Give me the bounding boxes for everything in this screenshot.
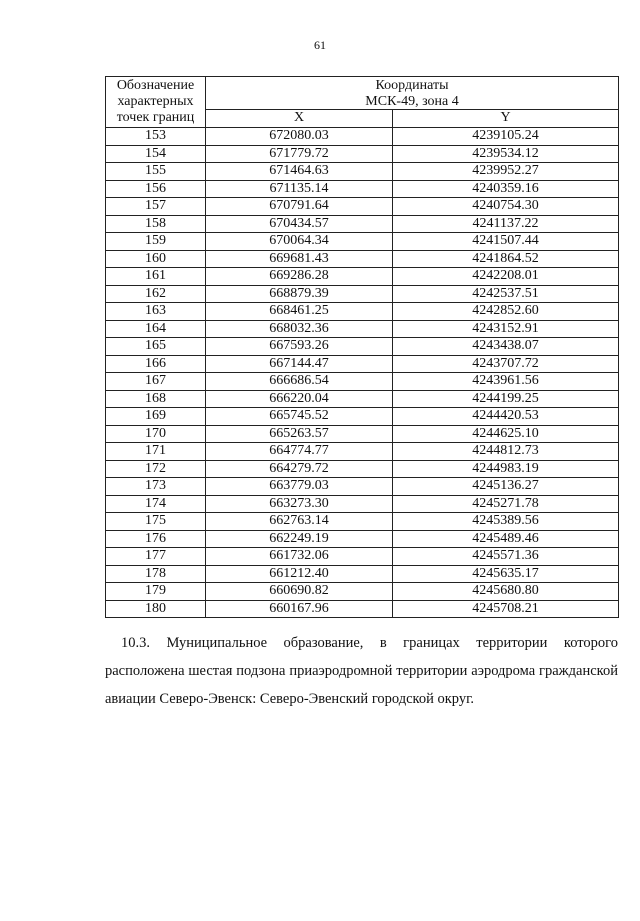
point-number-cell: 161 (106, 268, 206, 286)
point-number-cell: 177 (106, 548, 206, 566)
point-number-cell: 162 (106, 285, 206, 303)
point-number-cell: 155 (106, 163, 206, 181)
x-coordinate-cell: 668032.36 (206, 320, 393, 338)
y-coordinate-cell: 4243707.72 (393, 355, 619, 373)
point-number-cell: 179 (106, 583, 206, 601)
point-number-cell: 174 (106, 495, 206, 513)
point-number-cell: 166 (106, 355, 206, 373)
point-number-cell: 157 (106, 198, 206, 216)
y-coordinate-cell: 4244420.53 (393, 408, 619, 426)
point-number-cell: 153 (106, 128, 206, 146)
x-coordinate-cell: 663273.30 (206, 495, 393, 513)
table-row (106, 425, 619, 443)
point-number-cell: 172 (106, 460, 206, 478)
x-coordinate-cell: 664774.77 (206, 443, 393, 461)
x-coordinate-cell: 671464.63 (206, 163, 393, 181)
y-coordinate-cell: 4244625.10 (393, 425, 619, 443)
x-coordinate-cell: 669681.43 (206, 250, 393, 268)
x-coordinate-cell: 666220.04 (206, 390, 393, 408)
coordinates-table (105, 76, 619, 618)
table-row (106, 478, 619, 496)
x-coordinate-cell: 666686.54 (206, 373, 393, 391)
table-row (106, 128, 619, 146)
table-row (106, 180, 619, 198)
table-row (106, 163, 619, 181)
y-coordinate-cell: 4243152.91 (393, 320, 619, 338)
header-designation: Обозначение характерных точек границ (106, 77, 206, 128)
x-coordinate-cell: 660167.96 (206, 600, 393, 618)
y-coordinate-cell: 4245271.78 (393, 495, 619, 513)
table-row (106, 145, 619, 163)
y-coordinate-cell: 4245635.17 (393, 565, 619, 583)
x-coordinate-cell: 668879.39 (206, 285, 393, 303)
y-coordinate-cell: 4240754.30 (393, 198, 619, 216)
point-number-cell: 158 (106, 215, 206, 233)
x-coordinate-cell: 671779.72 (206, 145, 393, 163)
table-body (106, 128, 619, 618)
x-coordinate-cell: 662763.14 (206, 513, 393, 531)
table-row (106, 443, 619, 461)
y-coordinate-cell: 4239952.27 (393, 163, 619, 181)
point-number-cell: 159 (106, 233, 206, 251)
x-coordinate-cell: 670434.57 (206, 215, 393, 233)
table-row (106, 250, 619, 268)
header-y: Y (393, 110, 619, 128)
y-coordinate-cell: 4245136.27 (393, 478, 619, 496)
y-coordinate-cell: 4241864.52 (393, 250, 619, 268)
point-number-cell: 168 (106, 390, 206, 408)
table-row (106, 338, 619, 356)
table-row (106, 460, 619, 478)
point-number-cell: 175 (106, 513, 206, 531)
x-coordinate-cell: 672080.03 (206, 128, 393, 146)
point-number-cell: 164 (106, 320, 206, 338)
y-coordinate-cell: 4244812.73 (393, 443, 619, 461)
table-row (106, 373, 619, 391)
point-number-cell: 163 (106, 303, 206, 321)
y-coordinate-cell: 4244983.19 (393, 460, 619, 478)
y-coordinate-cell: 4241137.22 (393, 215, 619, 233)
point-number-cell: 173 (106, 478, 206, 496)
table-row (106, 390, 619, 408)
header-coordinates (206, 77, 619, 110)
table-row (106, 268, 619, 286)
x-coordinate-cell: 670791.64 (206, 198, 393, 216)
x-coordinate-cell: 662249.19 (206, 530, 393, 548)
y-coordinate-cell: 4239105.24 (393, 128, 619, 146)
table-row (106, 530, 619, 548)
point-number-cell: 160 (106, 250, 206, 268)
header-coordinate-system: МСК-49, зона 4 (365, 93, 459, 109)
table-row (106, 495, 619, 513)
point-number-cell: 169 (106, 408, 206, 426)
point-number-cell: 170 (106, 425, 206, 443)
x-coordinate-cell: 665745.52 (206, 408, 393, 426)
point-number-cell: 167 (106, 373, 206, 391)
y-coordinate-cell: 4244199.25 (393, 390, 619, 408)
point-number-cell: 165 (106, 338, 206, 356)
y-coordinate-cell: 4239534.12 (393, 145, 619, 163)
body-paragraph: 10.3. Муниципальное образование, в границах территории которого расположена шестая подзона приаэродромной территории аэродрома гражданской авиации Северо-Эвенск: Северо-Эвенский городской округ. (105, 635, 618, 707)
x-coordinate-cell: 663779.03 (206, 478, 393, 496)
x-coordinate-cell: 671135.14 (206, 180, 393, 198)
table-row (106, 548, 619, 566)
table-row (106, 303, 619, 321)
x-coordinate-cell: 661212.40 (206, 565, 393, 583)
point-number-cell: 180 (106, 600, 206, 618)
table-row (106, 198, 619, 216)
point-number-cell: 154 (106, 145, 206, 163)
x-coordinate-cell: 660690.82 (206, 583, 393, 601)
table-row (106, 215, 619, 233)
table-row (106, 285, 619, 303)
page-number: 61 (314, 38, 326, 52)
x-coordinate-cell: 667593.26 (206, 338, 393, 356)
table-row (106, 355, 619, 373)
x-coordinate-cell: 664279.72 (206, 460, 393, 478)
table-row (106, 320, 619, 338)
header-x: X (206, 110, 393, 128)
y-coordinate-cell: 4245708.21 (393, 600, 619, 618)
x-coordinate-cell: 661732.06 (206, 548, 393, 566)
y-coordinate-cell: 4243438.07 (393, 338, 619, 356)
table-row (106, 233, 619, 251)
x-coordinate-cell: 668461.25 (206, 303, 393, 321)
y-coordinate-cell: 4245680.80 (393, 583, 619, 601)
table-row (106, 600, 619, 618)
header-coordinates-title: Координаты (375, 78, 449, 94)
y-coordinate-cell: 4245571.36 (393, 548, 619, 566)
x-coordinate-cell: 665263.57 (206, 425, 393, 443)
point-number-cell: 171 (106, 443, 206, 461)
y-coordinate-cell: 4243961.56 (393, 373, 619, 391)
table-row (106, 583, 619, 601)
table-row (106, 408, 619, 426)
point-number-cell: 156 (106, 180, 206, 198)
y-coordinate-cell: 4242852.60 (393, 303, 619, 321)
x-coordinate-cell: 670064.34 (206, 233, 393, 251)
point-number-cell: 176 (106, 530, 206, 548)
y-coordinate-cell: 4240359.16 (393, 180, 619, 198)
y-coordinate-cell: 4245389.56 (393, 513, 619, 531)
table-row (106, 513, 619, 531)
point-number-cell: 178 (106, 565, 206, 583)
y-coordinate-cell: 4245489.46 (393, 530, 619, 548)
x-coordinate-cell: 667144.47 (206, 355, 393, 373)
y-coordinate-cell: 4242537.51 (393, 285, 619, 303)
y-coordinate-cell: 4242208.01 (393, 268, 619, 286)
table-row (106, 565, 619, 583)
x-coordinate-cell: 669286.28 (206, 268, 393, 286)
y-coordinate-cell: 4241507.44 (393, 233, 619, 251)
